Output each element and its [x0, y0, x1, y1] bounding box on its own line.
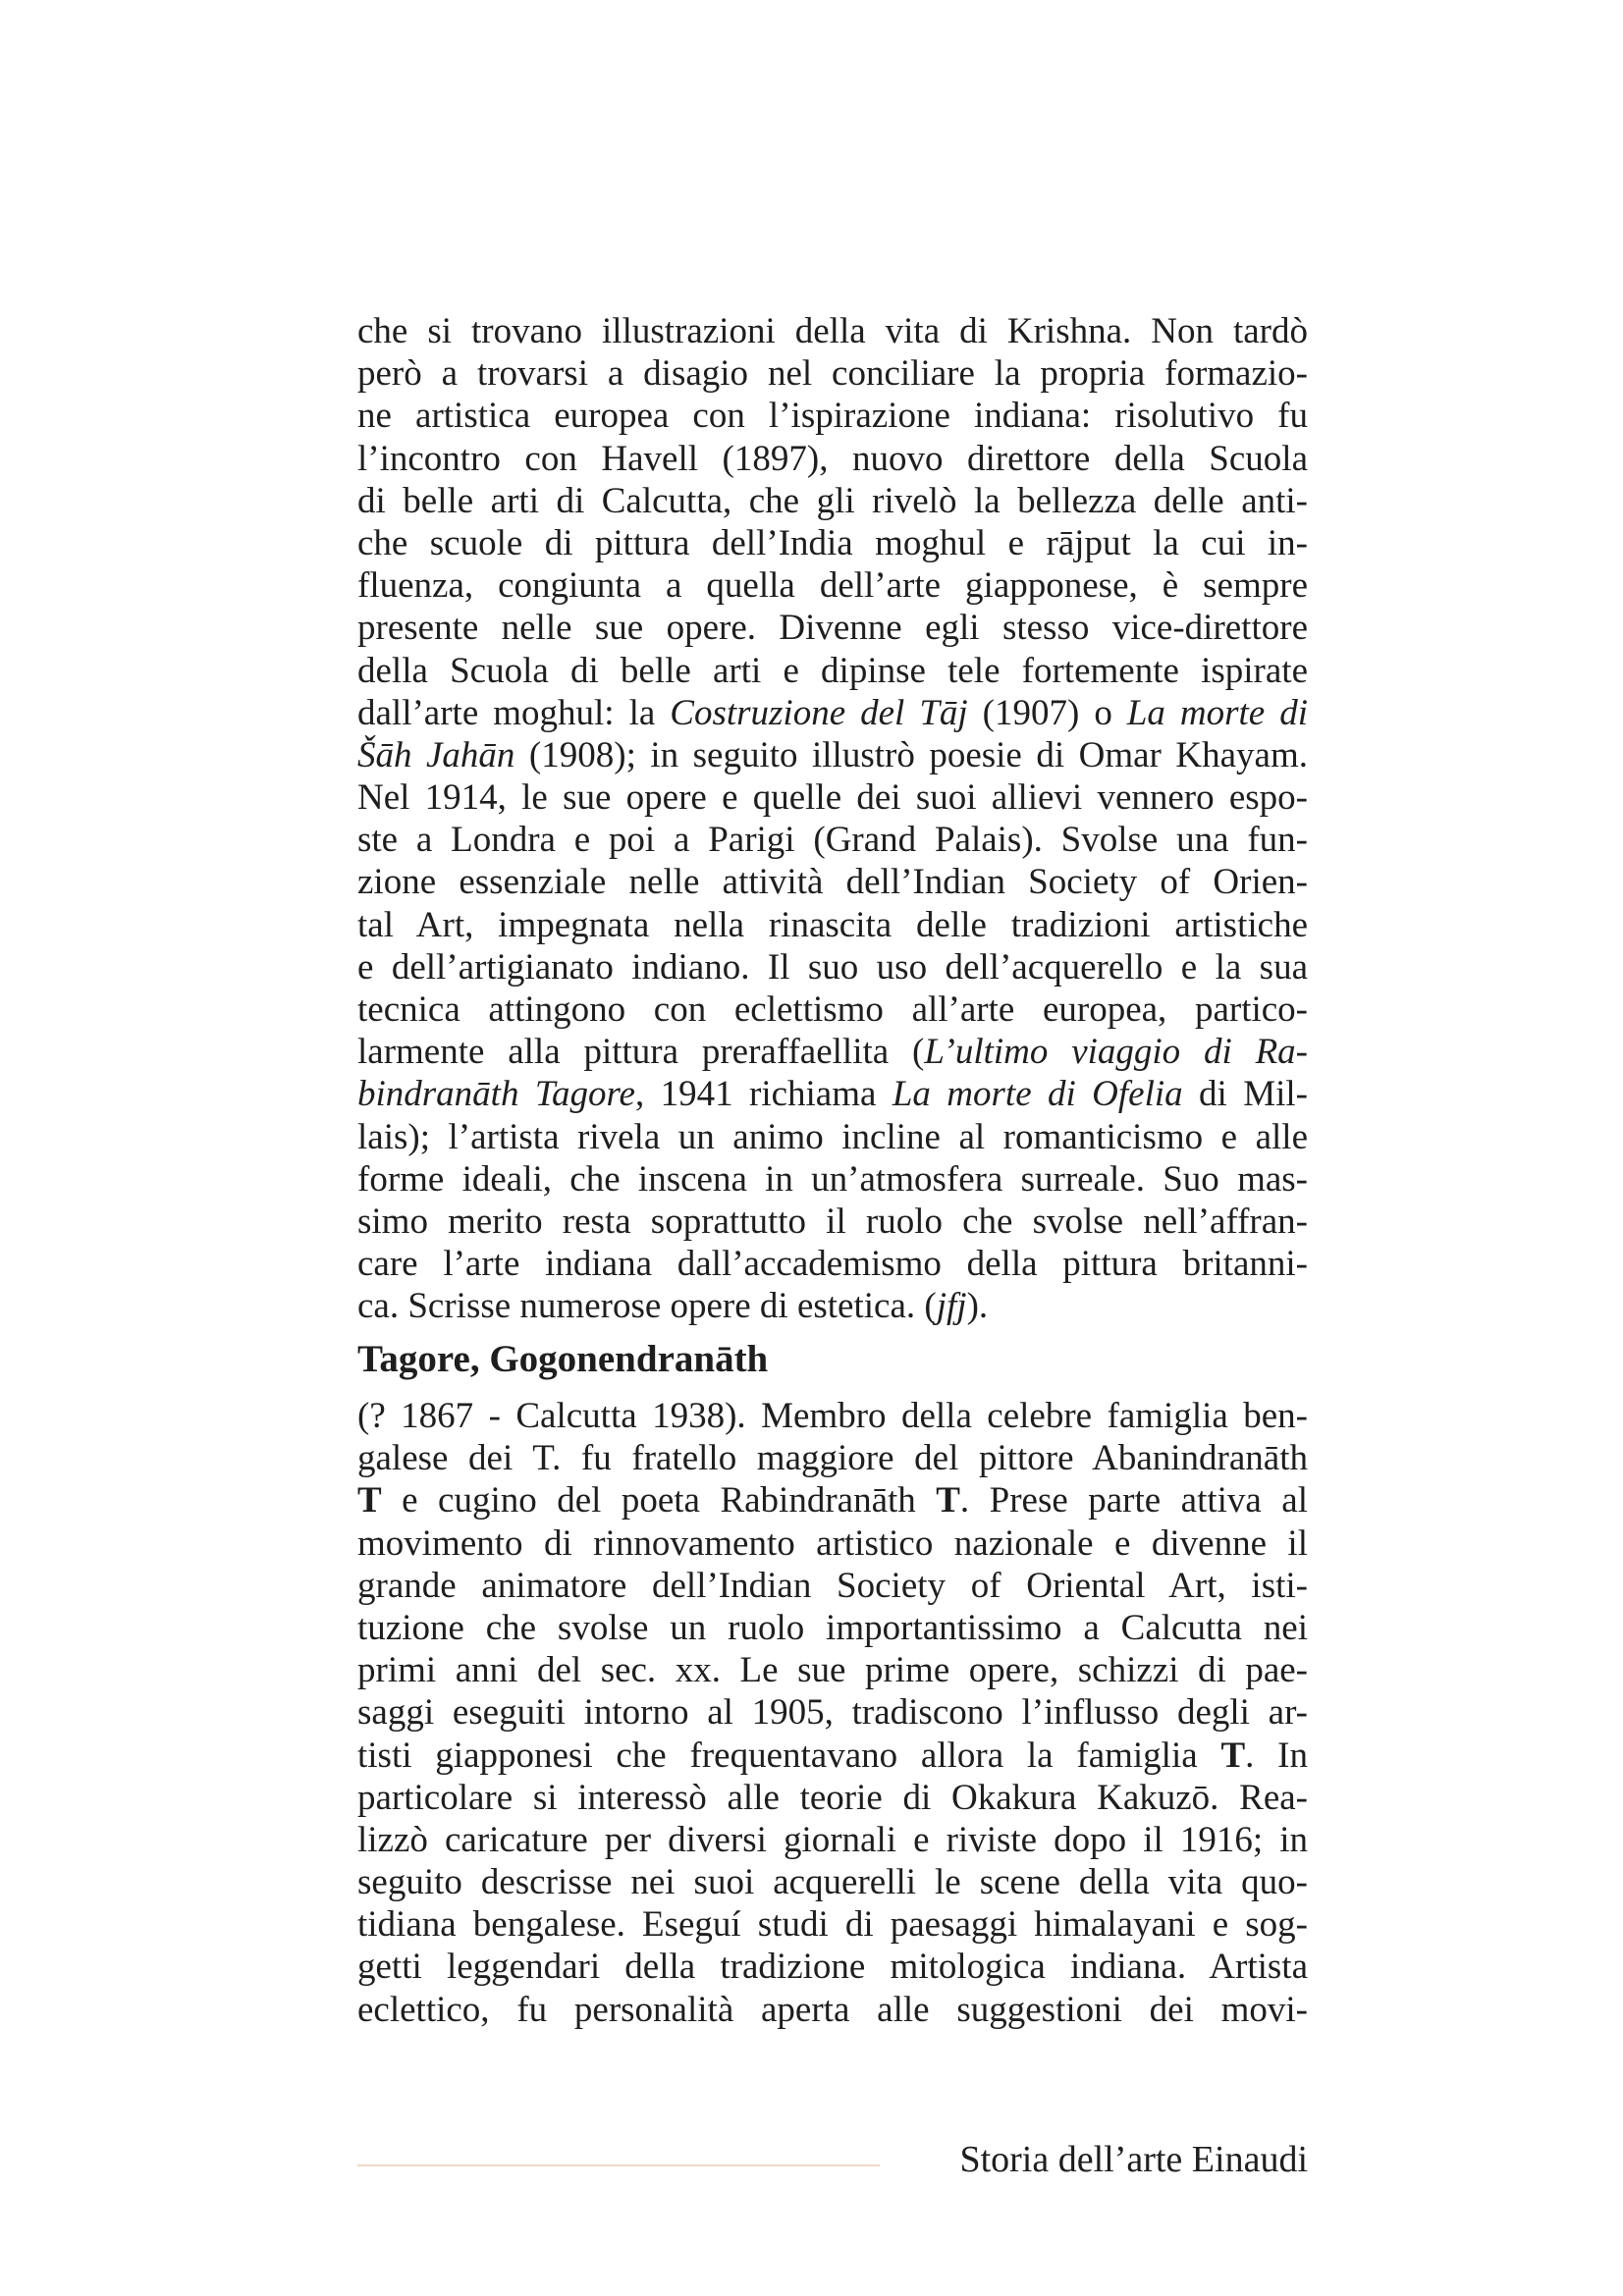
- paragraph-line: ste a Londra e poi a Parigi (Grand Palais). Svolse una fun-: [357, 820, 1308, 861]
- paragraph-line: primi anni del sec. xx. Le sue prime opere, schizzi di pae-: [357, 1650, 1308, 1691]
- artwork-title: La morte di Ofelia: [892, 1074, 1183, 1115]
- paragraph-line: simo merito resta soprattutto il ruolo che svolse nell’affran-: [357, 1201, 1308, 1242]
- continuation-paragraph: [357, 310, 1308, 1328]
- paragraph-line: T e cugino del poeta Rabindranāth T. Prese parte attiva al: [357, 1480, 1308, 1522]
- paragraph-line: particolare si interessò alle teorie di Okakura Kakuzō. Rea-: [357, 1777, 1308, 1818]
- paragraph-line: Nel 1914, le sue opere e quelle dei suoi allievi vennero espo-: [357, 777, 1308, 819]
- paragraph-line: della Scuola di belle arti e dipinse tele fortemente ispirate: [357, 650, 1308, 691]
- paragraph-line: che scuole di pittura dell’India moghul e rājput la cui in-: [357, 522, 1308, 563]
- paragraph-line: l’incontro con Havell (1897), nuovo direttore della Scuola: [357, 438, 1308, 479]
- artwork-title: bindranāth Tagore: [357, 1074, 635, 1115]
- paragraph-line: fluenza, congiunta a quella dell’arte giapponese, è sempre: [357, 565, 1308, 607]
- paragraph-line: presente nelle sue opere. Divenne egli stesso vice-direttore: [357, 608, 1308, 649]
- paragraph-line: e dell’artigianato indiano. Il suo uso dell’acquerello e la sua: [357, 946, 1308, 988]
- paragraph-line: tecnica attingono con eclettismo all’arte europea, partico-: [357, 989, 1308, 1030]
- paragraph-line: dall’arte moghul: la Costruzione del Tāj (1907) o La morte di: [357, 692, 1308, 733]
- paragraph-line: larmente alla pittura preraffaellita (L’ultimo viaggio di Ra-: [357, 1032, 1308, 1073]
- paragraph-line: tuzione che svolse un ruolo importantissimo a Calcutta nei: [357, 1607, 1308, 1648]
- paragraph-line: lais); l’artista rivela un animo incline al romanticismo e alle: [357, 1116, 1308, 1157]
- paragraph-line: galese dei T. fu fratello maggiore del pittore Abanindranāth: [357, 1438, 1308, 1479]
- footer-rule: [357, 2164, 880, 2166]
- paragraph-line: ne artistica europea con l’ispirazione indiana: risolutivo fu: [357, 396, 1308, 437]
- paragraph-line: saggi eseguiti intorno al 1905, tradiscono l’influsso degli ar-: [357, 1692, 1308, 1734]
- paragraph-line: ca. Scrisse numerose opere di estetica. (jfj).: [357, 1286, 989, 1327]
- paragraph-line: forme ideali, che inscena in un’atmosfera surreale. Suo mas-: [357, 1158, 1308, 1200]
- paragraph-line: seguito descrisse nei suoi acquerelli le scene della vita quo-: [357, 1862, 1308, 1903]
- paragraph-line: di belle arti di Calcutta, che gli rivelò la bellezza delle anti-: [357, 480, 1308, 521]
- paragraph-line: però a trovarsi a disagio nel conciliare la propria formazio-: [357, 353, 1308, 395]
- artwork-title: L’ultimo viaggio di Ra-: [924, 1032, 1308, 1073]
- paragraph-line: getti leggendari della tradizione mitologica indiana. Artista: [357, 1947, 1308, 1988]
- paragraph-line: eclettico, fu personalità aperta alle suggestioni dei movi-: [357, 1989, 1308, 2030]
- artwork-title: La morte di: [1126, 692, 1308, 733]
- paragraph-line: bindranāth Tagore, 1941 richiama La morte di Ofelia di Mil-: [357, 1074, 1308, 1115]
- author-initials: jfj: [936, 1286, 967, 1327]
- cross-reference: T: [1220, 1735, 1246, 1776]
- cross-reference: T: [357, 1480, 382, 1522]
- paragraph-line: movimento di rinnovamento artistico nazionale e divenne il: [357, 1522, 1308, 1564]
- artwork-title: Costruzione del Tāj: [670, 692, 968, 733]
- paragraph-line: tal Art, impegnata nella rinascita delle tradizioni artistiche: [357, 904, 1308, 945]
- paragraph-line: grande animatore dell’Indian Society of Oriental Art, isti-: [357, 1565, 1308, 1606]
- paragraph-line: (? 1867 - Calcutta 1938). Membro della celebre famiglia ben-: [357, 1396, 1308, 1436]
- entry-heading: Tagore, Gogonendranāth: [357, 1338, 769, 1380]
- paragraph-line: tidiana bengalese. Eseguí studi di paesaggi himalayani e sog-: [357, 1904, 1308, 1946]
- cross-reference: T: [936, 1480, 960, 1522]
- artwork-title: Šāh Jahān: [357, 734, 515, 775]
- paragraph-line: Šāh Jahān (1908); in seguito illustrò poesie di Omar Khayam.: [357, 734, 1308, 775]
- paragraph-line: care l’arte indiana dall’accademismo della pittura britanni-: [357, 1244, 1308, 1285]
- footer-title: Storia dell’arte Einaudi: [959, 2139, 1308, 2180]
- paragraph-line: zione essenziale nelle attività dell’Indian Society of Orien-: [357, 862, 1308, 903]
- paragraph-line: lizzò caricature per diversi giornali e riviste dopo il 1916; in: [357, 1819, 1308, 1860]
- paragraph-line: che si trovano illustrazioni della vita di Krishna. Non tardò: [357, 311, 1308, 351]
- entry-paragraph: [357, 1395, 1308, 2031]
- paragraph-line: tisti giapponesi che frequentavano allora la famiglia T. In: [357, 1735, 1308, 1776]
